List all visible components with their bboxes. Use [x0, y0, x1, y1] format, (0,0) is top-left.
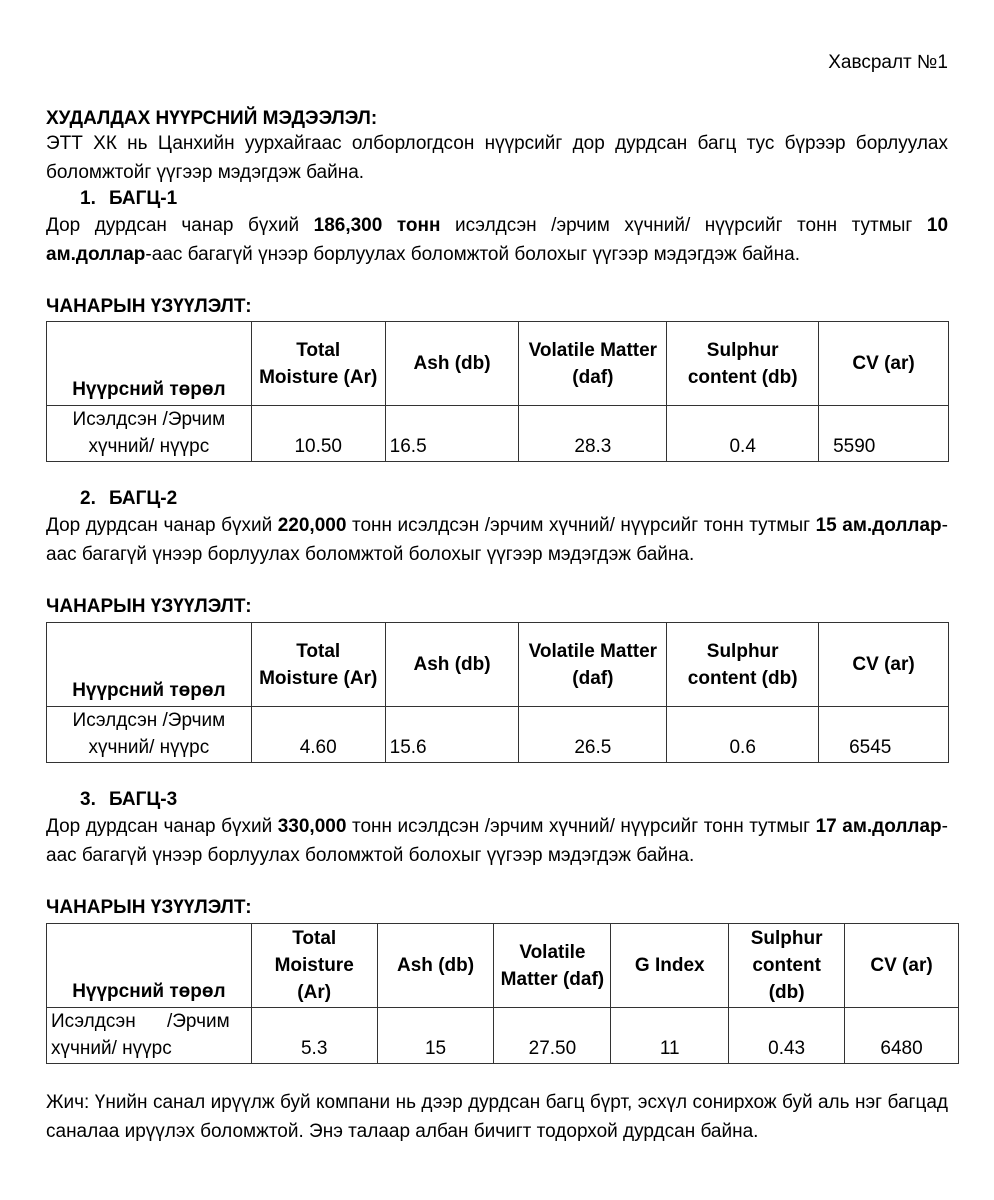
- lot-2-name: БАГЦ-2: [109, 488, 178, 509]
- lot-3-description: [46, 812, 948, 870]
- cv-cell: 6480: [845, 1008, 959, 1064]
- lot-1-quality-label: ЧАНАРЫН ҮЗҮҮЛЭЛТ:: [46, 296, 252, 317]
- column-header: Total Moisture (Ar): [251, 322, 385, 406]
- lot-3-name: БАГЦ-3: [109, 789, 178, 810]
- total-moisture-cell: 10.50: [251, 406, 385, 462]
- table-header-row: [47, 924, 959, 1008]
- lot-3-text: Дор дурдсан чанар бүхий: [46, 816, 278, 837]
- g-index-cell: 11: [611, 1008, 729, 1064]
- lot-2-description: [46, 511, 948, 569]
- coal-type-cell: [47, 1008, 252, 1064]
- lot-3-number: 3.: [80, 789, 96, 810]
- lot-1-heading: [80, 188, 177, 210]
- lot-1-text: -аас багагүй үнээр борлуулах боломжтой болохыг үүгээр мэдэгдэж байна.: [145, 244, 800, 265]
- volatile-matter-cell: 28.3: [519, 406, 667, 462]
- lot-1-text: Дор дурдсан чанар бүхий: [46, 215, 314, 236]
- lot-1-price: 10 ам.доллар: [46, 215, 949, 265]
- table-header-row: [47, 322, 949, 406]
- column-header: Нүүрсний төрөл: [47, 924, 252, 1008]
- lot-2-number: 2.: [80, 488, 96, 509]
- column-header: Ash (db): [385, 623, 519, 707]
- ash-cell: 15: [377, 1008, 494, 1064]
- column-header: Нүүрсний төрөл: [47, 623, 252, 707]
- lot-1-number: 1.: [80, 188, 96, 209]
- coal-type-cell: [47, 707, 252, 763]
- footnote: Жич: Үнийн санал ирүүлж буй компани нь дээр дурдсан багц бүрт, эсхүл сонирхож буй аль нэг багцад саналаа ирүүлэх боломжтой. Энэ талаар албан бичигт тодорхой дурдсан байна.: [46, 1092, 948, 1142]
- coal-type-line: хүчний/ нүүрс: [88, 436, 210, 457]
- coal-type-line: Исэлдсэн /Эрчим: [51, 1011, 230, 1032]
- document-title: ХУДАЛДАХ НҮҮРСНИЙ МЭДЭЭЛЭЛ:: [46, 108, 378, 129]
- column-header: G Index: [611, 924, 729, 1008]
- coal-type-line: Исэлдсэн /Эрчим: [72, 710, 226, 731]
- lot-2-quality-label: ЧАНАРЫН ҮЗҮҮЛЭЛТ:: [46, 596, 252, 617]
- coal-type-line: Исэлдсэн /Эрчим: [72, 409, 226, 430]
- cv-cell: 5590: [819, 406, 949, 462]
- lot-1-name: БАГЦ-1: [109, 188, 178, 209]
- lot-2-price: 15 ам.доллар: [815, 515, 942, 536]
- column-header: Total Moisture (Ar): [251, 623, 385, 707]
- sulphur-cell: 0.43: [729, 1008, 845, 1064]
- total-moisture-cell: 5.3: [251, 1008, 377, 1064]
- sulphur-cell: 0.6: [667, 707, 819, 763]
- coal-type-line: хүчний/ нүүрс: [88, 737, 210, 758]
- sulphur-cell: 0.4: [667, 406, 819, 462]
- ash-cell: 16.5: [385, 406, 519, 462]
- lot-2-quantity: 220,000: [277, 515, 347, 536]
- lot-1-quality-table: [46, 321, 949, 462]
- lot-3-quantity: 330,000: [277, 816, 347, 837]
- lot-3-price: 17 ам.доллар: [815, 816, 942, 837]
- coal-type-line: хүчний/ нүүрс: [51, 1038, 172, 1059]
- column-header: CV (ar): [845, 924, 959, 1008]
- table-header-row: [47, 623, 949, 707]
- volatile-matter-cell: 26.5: [519, 707, 667, 763]
- intro-paragraph: ЭТТ ХК нь Цанхийн уурхайгаас олборлогдсон нүүрсийг дор дурдсан багц тус бүрээр борлуулах боломжтойг үүгээр мэдэгдэж байна.: [46, 133, 948, 183]
- lot-3-quality-label: ЧАНАРЫН ҮЗҮҮЛЭЛТ:: [46, 897, 252, 918]
- table-row: [47, 406, 949, 462]
- volatile-matter-cell: 27.50: [494, 1008, 611, 1064]
- column-header: Ash (db): [385, 322, 519, 406]
- lot-2-quality-table: [46, 622, 949, 763]
- column-header: Total Moisture (Ar): [251, 924, 377, 1008]
- lot-2-text: тонн исэлдсэн /эрчим хүчний/ нүүрсийг тонн тутмыг: [346, 515, 816, 536]
- lot-1-description: [46, 211, 948, 269]
- column-header: Нүүрсний төрөл: [47, 322, 252, 406]
- table-row: [47, 1008, 959, 1064]
- column-header: Volatile Matter (daf): [519, 322, 667, 406]
- column-header: Ash (db): [377, 924, 494, 1008]
- cv-cell: 6545: [819, 707, 949, 763]
- column-header: Volatile Matter (daf): [494, 924, 611, 1008]
- column-header: Sulphur content (db): [729, 924, 845, 1008]
- lot-2-text: Дор дурдсан чанар бүхий: [46, 515, 278, 536]
- lot-2-heading: [80, 488, 177, 510]
- ash-cell: 15.6: [385, 707, 519, 763]
- lot-1-text: исэлдсэн /эрчим хүчний/ нүүрсийг тонн тутмыг: [440, 215, 927, 236]
- coal-type-cell: [47, 406, 252, 462]
- lot-3-text: тонн исэлдсэн /эрчим хүчний/ нүүрсийг тонн тутмыг: [346, 816, 816, 837]
- column-header: Sulphur content (db): [667, 322, 819, 406]
- total-moisture-cell: 4.60: [251, 707, 385, 763]
- lot-1-quantity: 186,300 тонн: [313, 215, 441, 236]
- lot-2-text: -аас багагүй үнээр борлуулах боломжтой болохыг үүгээр мэдэгдэж байна.: [46, 515, 948, 565]
- column-header: CV (ar): [819, 322, 949, 406]
- table-row: [47, 707, 949, 763]
- annex-label: Хавсралт №1: [828, 52, 948, 73]
- column-header: Sulphur content (db): [667, 623, 819, 707]
- lot-3-quality-table: [46, 923, 959, 1064]
- lot-3-text: -аас багагүй үнээр борлуулах боломжтой болохыг үүгээр мэдэгдэж байна.: [46, 816, 948, 866]
- column-header: CV (ar): [819, 623, 949, 707]
- lot-3-heading: [80, 789, 177, 811]
- column-header: Volatile Matter (daf): [519, 623, 667, 707]
